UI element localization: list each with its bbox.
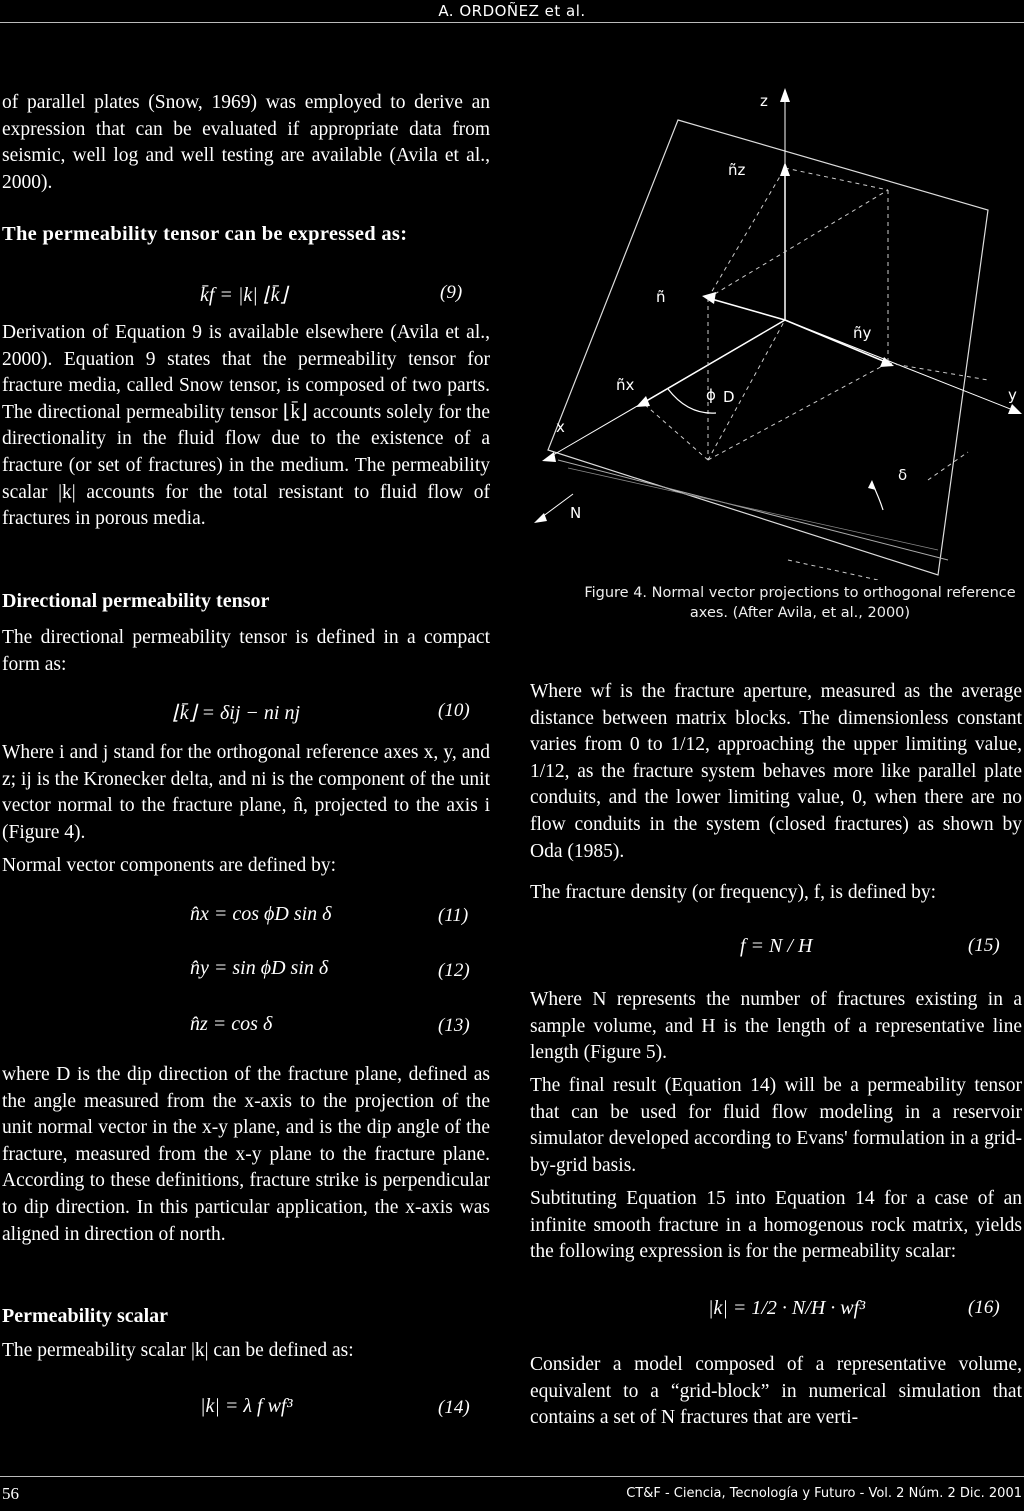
right-paragraph-6: Consider a model composed of a representative volume, equivalent to a “grid-block” in numerical simulation that contains a set of N fractures that are verti-	[530, 1354, 1022, 1429]
label-z: z	[760, 92, 768, 110]
equation-11: n̂x = cos ϕD sin δ	[190, 903, 332, 925]
intro-line: The permeability tensor can be expressed as:	[2, 223, 408, 245]
figure-4-diagram	[528, 80, 1024, 580]
equation-14-number: (14)	[438, 1397, 470, 1418]
equation-16-number: (16)	[968, 1297, 1000, 1318]
page-number: 56	[2, 1484, 19, 1503]
header-rule	[0, 22, 1024, 23]
ny-vector	[785, 320, 888, 363]
section-heading-directional: Directional permeability tensor	[2, 590, 270, 612]
equation-10-number: (10)	[438, 700, 470, 721]
label-delta: δ	[898, 466, 908, 484]
equation-13: n̂z = cos δ	[190, 1013, 273, 1035]
equation-13-number: (13)	[438, 1015, 470, 1036]
right-paragraph-2: The fracture density (or frequency), f, is defined by:	[530, 882, 937, 903]
right-paragraph-5: Subtituting Equation 15 into Equation 14 for a case of an infinite smooth fracture in a homogenous rock matrix, yields the following expression is for the permeability scalar:	[530, 1188, 1022, 1263]
label-phi: ϕ	[706, 386, 716, 404]
label-N: N	[570, 504, 582, 522]
equation-9: k̄f = |k| ⌊k̄⌋	[200, 284, 288, 306]
label-nz: ñz	[728, 161, 746, 179]
left-paragraph-7: The permeability scalar |k| can be defined as:	[2, 1340, 354, 1361]
right-paragraph-3: Where N represents the number of fractures existing in a sample volume, and H is the length of a representative line length (Figure 5).	[530, 989, 1022, 1064]
equation-16: |k| = 1/2 · N/H · wf³	[708, 1297, 866, 1319]
left-paragraph-4: Where i and j stand for the orthogonal reference axes x, y, and z; ij is the Kronecker delta, and ni is the component of the unit vector normal to the fracture plane, n̂, projected to the axis i (Figure 4).	[2, 742, 490, 843]
equation-12: n̂y = sin ϕD sin δ	[190, 957, 329, 979]
left-paragraph-1: of parallel plates (Snow, 1969) was employed to derive an expression that can be evaluated if appropriate data from seismic, well log and well testing are available (Avila et al., 2000).	[2, 92, 490, 193]
footer-rule	[0, 1476, 1024, 1477]
equation-10: ⌊k̄⌋ = δij − ni nj	[172, 702, 300, 724]
label-n: ñ	[656, 288, 666, 306]
label-D: D	[723, 388, 735, 406]
right-paragraph-4: The final result (Equation 14) will be a permeability tensor that can be used for fluid flow modeling in a reservoir simulator developed according to Evans' formulation in a grid-by-grid basis.	[530, 1075, 1022, 1176]
running-title: A. ORDOÑEZ et al.	[438, 2, 586, 20]
equation-15-number: (15)	[968, 935, 1000, 956]
equation-11-number: (11)	[438, 905, 469, 926]
normal-vector	[708, 298, 785, 320]
figure-4-caption: Figure 4. Normal vector projections to orthogonal reference axes. (After Avila, et al., 2000)	[584, 585, 1016, 621]
label-nx: ñx	[616, 376, 635, 394]
label-y: y	[1008, 386, 1017, 404]
label-x: x	[556, 418, 565, 436]
label-ny: ñy	[853, 324, 872, 342]
equation-14: |k| = λ f wf³	[200, 1395, 293, 1417]
equation-15: f = N / H	[740, 935, 813, 957]
section-heading-scalar: Permeability scalar	[2, 1305, 169, 1327]
equation-9-number: (9)	[440, 282, 463, 303]
right-paragraph-1: Where wf is the fracture aperture, measured as the average distance between matrix blocks. The dimensionless constant varies from 0 to 1/12, approaching the upper limiting value, 1/12, as the fracture system behaves more like parallel plate conduits, and the lower limiting value, 0, when there are no flow conduits in the system (closed fractures) as shown by Oda (1985).	[530, 681, 1022, 862]
equation-12-number: (12)	[438, 960, 470, 981]
left-paragraph-5: Normal vector components are defined by:	[2, 855, 337, 876]
fracture-plane	[548, 120, 988, 575]
left-paragraph-3: The directional permeability tensor is defined in a compact form as:	[2, 627, 490, 675]
left-paragraph-6: where D is the dip direction of the fracture plane, defined as the angle measured from the x-axis to the projection of the unit normal vector in the x-y plane, and is the dip angle of the fracture, measured from the x-y plane to the fracture plane. According to these definitions, fracture strike is perpendicular to dip direction. In this particular application, the x-axis was aligned in direction of north.	[2, 1064, 490, 1245]
left-paragraph-2: Derivation of Equation 9 is available elsewhere (Avila et al., 2000). Equation 9 states that the permeability tensor for fracture media, called Snow tensor, is composed of two parts. The directional permeability tensor ⌊k̄⌋ accounts solely for the directionality in the fluid flow due to the existence of a fracture (or set of fractures) in the medium. The permeability scalar |k| accounts for the total resistant to fluid flow of fractures in porous media.	[2, 322, 490, 530]
journal-footer: CT&F - Ciencia, Tecnología y Futuro - Vol. 2 Núm. 2 Dic. 2001	[626, 1486, 1022, 1501]
